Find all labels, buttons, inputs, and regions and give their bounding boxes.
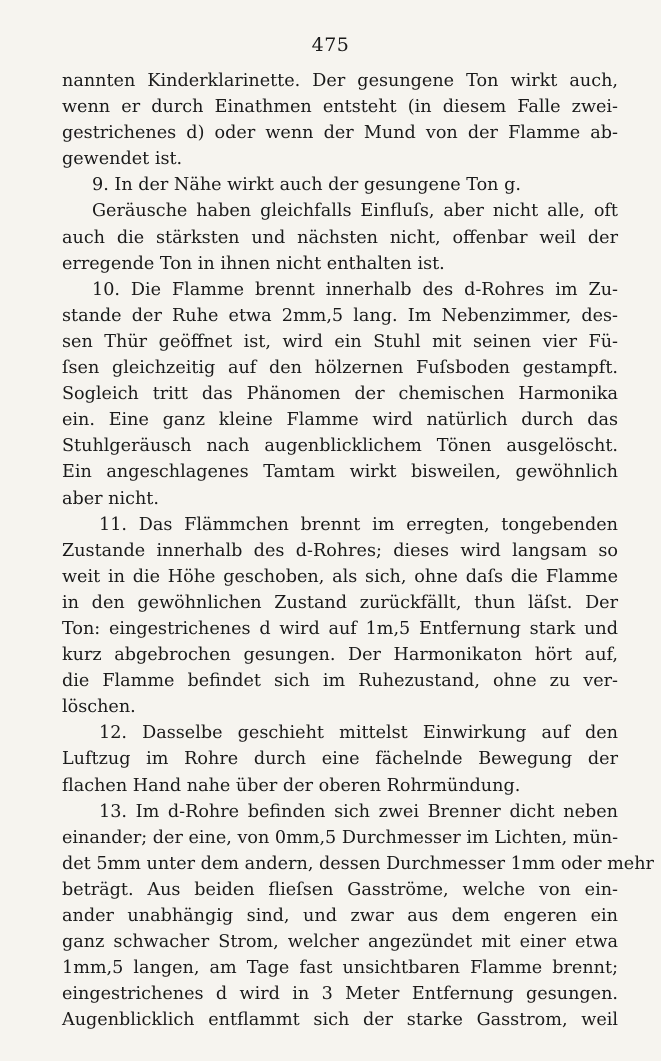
text-line: gewendet ist. bbox=[62, 149, 183, 170]
text-line: gestrichenes d) oder wenn der Mund von der Flamme ab- bbox=[62, 123, 618, 144]
text-line: in den gewöhnlichen Zustand zurückfällt, thun läſst. Der bbox=[62, 592, 618, 613]
text-line: erregende Ton in ihnen nicht enthalten ist. bbox=[62, 253, 445, 274]
text-line: 9. In der Nähe wirkt auch der gesungene Ton g. bbox=[92, 175, 521, 196]
text-line: aber nicht. bbox=[62, 488, 159, 509]
text-line: Luftzug im Rohre durch eine fächelnde Bewegung der bbox=[62, 749, 618, 770]
text-line: stande der Ruhe etwa 2mm,5 lang. Im Nebenzimmer, des- bbox=[62, 305, 618, 326]
text-line: 10. Die Flamme brennt innerhalb des d-Rohres im Zu- bbox=[92, 279, 618, 300]
text-line: flachen Hand nahe über der oberen Rohrmündung. bbox=[62, 775, 521, 796]
text-line: die Flamme befindet sich im Ruhezustand, ohne zu ver- bbox=[62, 671, 618, 692]
text-line: Ton: eingestrichenes d wird auf 1m,5 Entfernung stark und bbox=[62, 618, 618, 639]
text-line: ander unabhängig sind, und zwar aus dem engeren ein bbox=[62, 906, 618, 926]
text-line: wenn er durch Einathmen entsteht (in diesem Falle zwei- bbox=[62, 97, 618, 118]
text-line: weit in die Höhe geschoben, als sich, ohne daſs die Flamme bbox=[62, 566, 618, 587]
text-line: ein. Eine ganz kleine Flamme wird natürlich durch das bbox=[62, 410, 618, 431]
text-line: ganz schwacher Strom, welcher angezündet mit einer etwa bbox=[62, 932, 618, 953]
text-line: Geräusche haben gleichfalls Einfluſs, aber nicht alle, oft bbox=[92, 201, 618, 222]
page-number: 475 bbox=[311, 34, 350, 56]
text-line: 1mm,5 langen, am Tage fast unsichtbaren Flamme brennt; bbox=[62, 958, 618, 979]
text-line: beträgt. Aus beiden flieſsen Gasströme, welche von ein- bbox=[62, 879, 618, 900]
text-line: 13. Im d-Rohre befinden sich zwei Brenner dicht neben bbox=[99, 801, 618, 822]
text-line: kurz abgebrochen gesungen. Der Harmonikaton hört auf, bbox=[62, 645, 618, 666]
text-line: auch die stärksten und nächsten nicht, offenbar weil der bbox=[62, 227, 618, 248]
text-line: nannten Kinderklarinette. Der gesungene Ton wirkt auch, bbox=[62, 71, 618, 91]
text-line: Sogleich tritt das Phänomen der chemischen Harmonika bbox=[62, 384, 618, 405]
text-line: 12. Dasselbe geschieht mittelst Einwirkung auf den bbox=[99, 723, 618, 744]
text-line: ſsen gleichzeitig auf den hölzernen Fuſsboden gestampft. bbox=[62, 358, 618, 379]
text-line: löschen. bbox=[62, 697, 136, 718]
text-line: Zustande innerhalb des d-Rohres; dieses wird langsam so bbox=[62, 540, 618, 561]
text-line: 11. Das Flämmchen brennt im erregten, tongebenden bbox=[99, 514, 618, 535]
body-text bbox=[62, 68, 654, 1033]
text-line: einander; der eine, von 0mm,5 Durchmesser im Lichten, mün- bbox=[62, 827, 619, 848]
text-line: det 5mm unter dem andern, dessen Durchmesser 1mm oder mehr bbox=[62, 853, 654, 874]
text-line: Stuhlgeräusch nach augenblicklichem Tönen ausgelöscht. bbox=[62, 436, 618, 457]
text-line: eingestrichenes d wird in 3 Meter Entfernung gesungen. bbox=[62, 984, 618, 1005]
text-line: Augenblicklich entflammt sich der starke Gasstrom, weil bbox=[62, 1010, 618, 1031]
text-line: Ein angeschlagenes Tamtam wirkt bisweilen, gewöhnlich bbox=[62, 462, 618, 483]
text-line: sen Thür geöffnet ist, wird ein Stuhl mit seinen vier Fü- bbox=[62, 331, 618, 352]
